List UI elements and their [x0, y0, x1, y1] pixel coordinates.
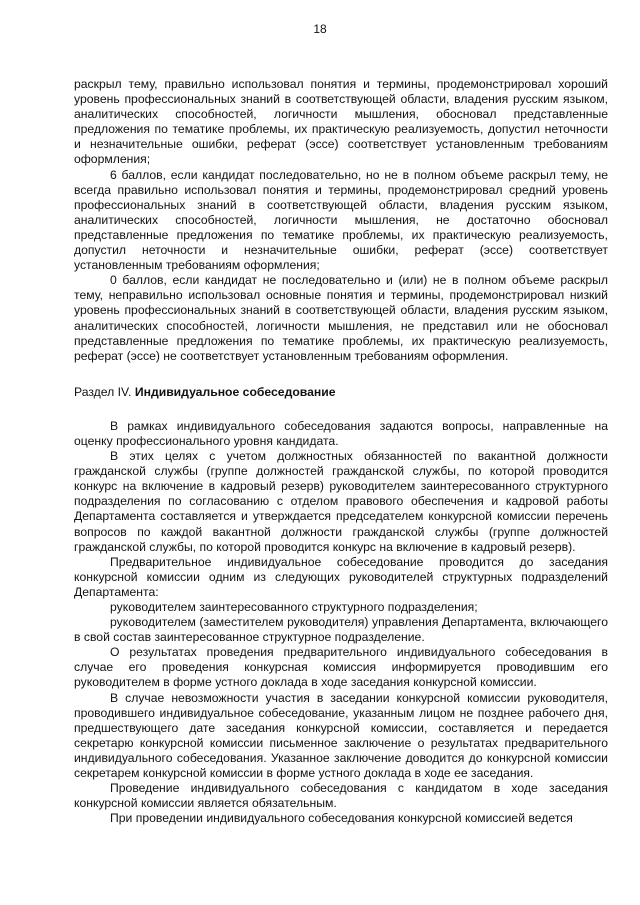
- paragraph: В случае невозможности участия в заседании конкурсной комиссии руководителя, проводившего индивидуальное собеседование, указанным лицом не позднее рабочего дня, предшествующего дате заседания конкурсной комиссии, составляется и передается секретарю конкурсной комиссии письменное заключение о результатах предварительного индивидуального собеседования. Указанное заключение доводится до конкурсной комиссии секретарем конкурсной комиссии в форме устного доклада в ходе ее заседания.: [74, 690, 608, 781]
- paragraph: О результатах проведения предварительного индивидуального собеседования в случае его проведения конкурсная комиссия информируется проводившим его руководителем в форме устного доклада в ходе заседания конкурсной комиссии.: [74, 645, 608, 690]
- paragraph: Предварительное индивидуальное собеседование проводится до заседания конкурсной комиссии одним из следующих руководителей структурных подразделений Департамента:: [74, 554, 608, 599]
- section-heading: [74, 385, 608, 400]
- paragraph: В рамках индивидуального собеседования задаются вопросы, направленные на оценку профессионального уровня кандидата.: [74, 418, 608, 448]
- page-number: 18: [313, 22, 327, 36]
- paragraph: В этих целях с учетом должностных обязанностей по вакантной должности гражданской службы (группе должностей гражданской службы, по которой проводится конкурс на включение в кадровый резерв) руководителем заинтересованного структурного подразделения по согласованию с отделом правового обеспечения и кадровой работы Департамента составляется и утверждается председателем конкурсной комиссии перечень вопросов по каждой вакантной должности гражданской службы (группе должностей гражданской службы, по которой проводится конкурс на включение в кадровый резерв).: [74, 449, 608, 554]
- document-body: [74, 77, 608, 826]
- section-prefix: Раздел IV.: [74, 384, 132, 399]
- paragraph: руководителем (заместителем руководителя) управления Департамента, включающего в свой состав заинтересованное структурное подразделение.: [74, 615, 608, 645]
- paragraph: раскрыл тему, правильно использовал понятия и термины, продемонстрировал хороший уровень профессиональных знаний в соответствующей области, владения русским языком, аналитических способностей, логичности мышления, обосновал представленные предложения по тематике проблемы, их практическую реализуемость, допустил неточности и незначительные ошибки, реферат (эссе) соответствует установленным требованиям оформления;: [74, 77, 608, 167]
- paragraph: руководителем заинтересованного структурного подразделения;: [110, 600, 478, 614]
- paragraph: При проведении индивидуального собеседования конкурсной комиссией ведется: [110, 811, 573, 826]
- paragraph: 6 баллов, если кандидат последовательно, но не в полном объеме раскрыл тему, не всегда правильно использовал понятия и термины, продемонстрировал средний уровень профессиональных знаний в соответствующей области, владения русским языком, аналитических способностей, логичности мышления, не достаточно обосновал представленные предложения по тематике проблемы, их практическую реализуемость, допустил неточности и незначительные ошибки, реферат (эссе) соответствует установленным требованиям оформления;: [74, 167, 608, 273]
- paragraph: 0 баллов, если кандидат не последовательно и (или) не в полном объеме раскрыл тему, неправильно использовал основные понятия и термины, продемонстрировал низкий уровень профессиональных знаний в соответствующей области, владения русским языком, аналитических способностей, логичности мышления, не представил или не обосновал представленные предложения по тематике проблемы, их практическую реализуемость, реферат (эссе) не соответствует установленным требованиям оформления.: [74, 273, 608, 363]
- section-title: Индивидуальное собеседование: [134, 384, 336, 399]
- paragraph: Проведение индивидуального собеседования с кандидатом в ходе заседания конкурсной комиссии является обязательным.: [74, 781, 608, 811]
